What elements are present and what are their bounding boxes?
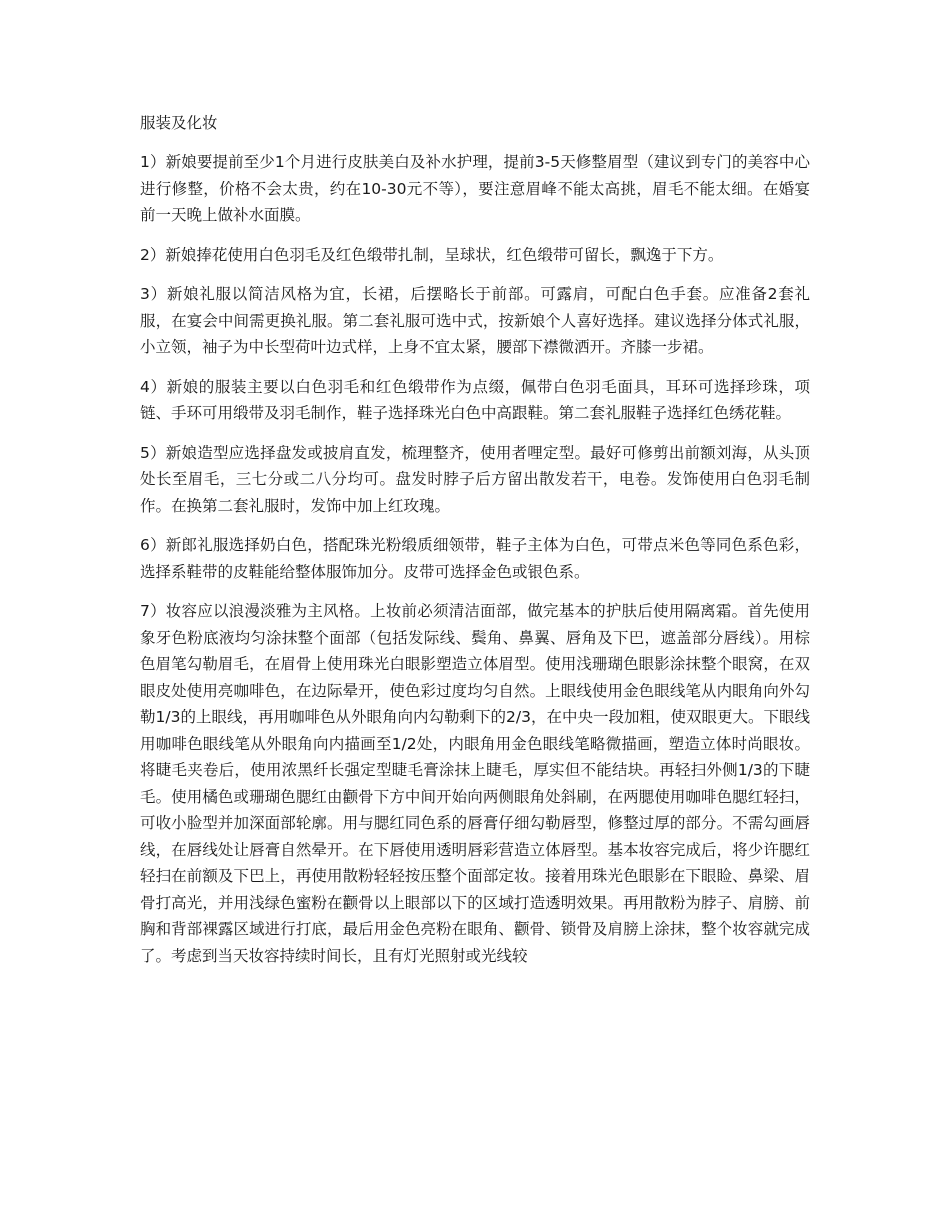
document-title: 服装及化妆 bbox=[140, 114, 218, 132]
document-page bbox=[140, 110, 810, 982]
paragraph-5: 5）新娘造型应选择盘发或披肩直发，梳理整齐，使用者哩定型。最好可修剪出前额刘海，从头顶处长至眉毛，三七分或二八分均可。盘发时脖子后方留出散发若干，电卷。发饰使用白色羽毛制作。在换第二套礼服时，发饰中加上红玫瑰。 bbox=[140, 443, 810, 515]
paragraph-6: 6）新郎礼服选择奶白色，搭配珠光粉缎质细领带，鞋子主体为白色，可带点米色等同色系色彩，选择系鞋带的皮鞋能给整体服饰加分。皮带可选择金色或银色系。 bbox=[140, 536, 810, 581]
paragraph-7: 7）妆容应以浪漫淡雅为主风格。上妆前必须清洁面部，做完基本的护肤后使用隔离霜。首先使用象牙色粉底液均匀涂抹整个面部（包括发际线、鬓角、鼻翼、唇角及下巴，遮盖部分唇线）。用棕色眉笔勾勒眉毛，在眉骨上使用珠光白眼影塑造立体眉型。使用浅珊瑚色眼影涂抹整个眼窝，在双眼皮处使用亮咖啡色，在边际晕开，使色彩过度均匀自然。上眼线使用金色眼线笔从内眼角向外勾勒1/3的上眼线，再用咖啡色从外眼角向内勾勒剩下的2/3，在中央一段加粗，使双眼更大。下眼线用咖啡色眼线笔从外眼角向内描画至1/2处，内眼角用金色眼线笔略微描画，塑造立体时尚眼妆。将睫毛夹卷后，使用浓黑纤长强定型睫毛膏涂抹上睫毛，厚实但不能结块。再轻扫外侧1/3的下睫毛。使用橘色或珊瑚色腮红由颧骨下方中间开始向两侧眼角处斜刷，在两腮使用咖啡色腮红轻扫，可收小脸型并加深面部轮廓。用与腮红同色系的唇膏仔细勾勒唇型，修整过厚的部分。不需勾画唇线，在唇线处让唇膏自然晕开。在下唇使用透明唇彩营造立体唇型。基本妆容完成后，将少许腮红轻扫在前额及下巴上，再使用散粉轻轻按压整个面部定妆。接着用珠光色眼影在下眼睑、鼻梁、眉骨打高光，并用浅绿色蜜粉在颧骨以上眼部以下的区域打造透明效果。再用散粉为脖子、肩膀、前胸和背部裸露区域进行打底，最后用金色亮粉在眼角、颧骨、锁骨及肩膀上涂抹，整个妆容就完成了。考虑到当天妆容持续时间长，且有灯光照射或光线较 bbox=[140, 602, 810, 965]
paragraph-1: 1）新娘要提前至少1个月进行皮肤美白及补水护理，提前3-5天修整眉型（建议到专门的美容中心进行修整，价格不会太贵，约在10-30元不等），要注意眉峰不能太高挑，眉毛不能太细。在婚宴前一天晚上做补水面膜。 bbox=[140, 153, 810, 224]
paragraph-3: 3）新娘礼服以简洁风格为宜，长裙，后摆略长于前部。可露肩，可配白色手套。应准备2套礼服，在宴会中间需更换礼服。第二套礼服可选中式，按新娘个人喜好选择。建议选择分体式礼服，小立领，袖子为中长型荷叶边式样，上身不宜太紧，腰部下襟微洒开。齐膝一步裙。 bbox=[140, 285, 810, 356]
paragraph-4: 4）新娘的服装主要以白色羽毛和红色缎带作为点缀，佩带白色羽毛面具，耳环可选择珍珠，项链、手环可用缎带及羽毛制作，鞋子选择珠光白色中高跟鞋。第二套礼服鞋子选择红色绣花鞋。 bbox=[140, 377, 810, 422]
paragraph-2: 2）新娘捧花使用白色羽毛及红色缎带扎制，呈球状，红色缎带可留长，飘逸于下方。 bbox=[140, 245, 724, 264]
